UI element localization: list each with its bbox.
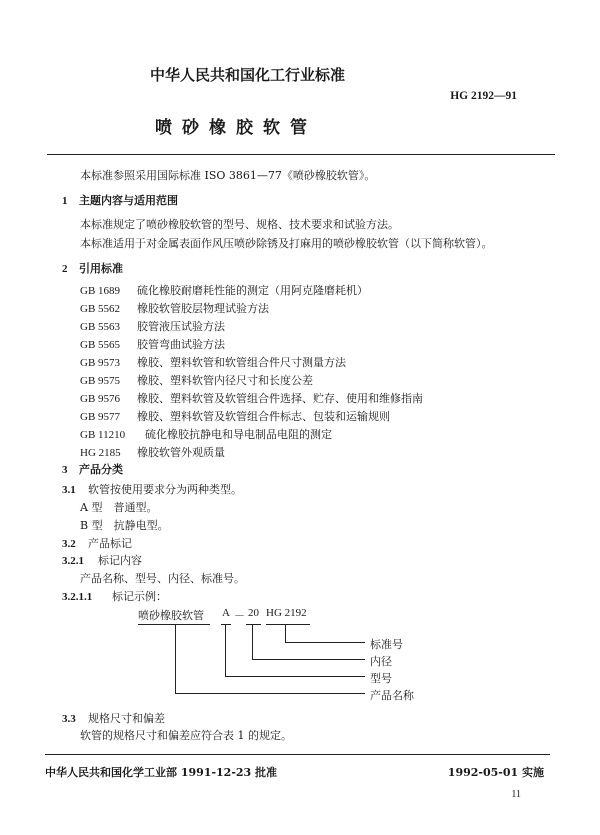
label-type: 型号 [370,672,392,685]
clause-3-1-text: 软管按使用要求分为两种类型。 [88,483,242,496]
section-2-heading [62,260,123,276]
leader-diameter-vertical [252,625,253,659]
clause-3-1 [62,481,242,497]
reference-item [80,444,225,460]
clause-3-2-1 [62,552,142,568]
section-1-number: 1 [62,195,68,207]
document-title: 喷砂橡胶软管 [155,118,317,138]
reference-title: 硫化橡胶抗静电和导电制品电阻的测定 [145,428,332,441]
standard-code: HG 2192—91 [450,90,517,102]
reference-title: 橡胶、塑料软管及软管组合件标志、包装和运输规则 [137,410,390,423]
example-standard: HG 2192 [266,607,307,619]
reference-title: 胶管液压试验方法 [137,320,225,333]
reference-code: GB 9576 [80,393,121,405]
label-standard-number: 标准号 [370,638,403,651]
approval-line: 中华人民共和国化学工业部 1991-12-23 批准 [45,766,278,779]
reference-code: GB 5565 [80,339,121,351]
clause-3-2-1-1 [62,588,167,604]
section-1-title: 主题内容与适用范围 [79,194,178,207]
reference-code: HG 2185 [80,447,121,459]
underline-diameter [246,624,261,625]
reference-title: 胶管弯曲试验方法 [137,338,225,351]
underline-name [138,624,210,625]
clause-3-1-number: 3.1 [62,484,76,496]
reference-item [80,282,368,298]
reference-code: GB 9575 [80,375,121,387]
clause-3-2-number: 3.2 [62,538,76,550]
standard-title: 中华人民共和国化工行业标准 [150,66,346,84]
clause-3-2-1-1-text: 标记示例： [112,590,167,603]
reference-title: 硫化橡胶耐磨耗性能的测定（用阿克隆磨耗机） [137,284,368,297]
reference-code: GB 1689 [80,285,121,297]
reference-item [80,354,346,370]
reference-title: 橡胶、塑料软管及软管组合件选择、贮存、使用和维修指南 [137,392,423,405]
footer-divider [45,754,550,755]
label-inner-diameter: 内径 [370,655,392,668]
reference-code: GB 5562 [80,303,121,315]
leader-type-vertical [225,625,226,676]
reference-title: 橡胶软管外观质量 [137,446,225,459]
clause-3-2-1-number: 3.2.1 [62,555,84,567]
reference-title: 橡胶软管胶层物理试验方法 [137,302,269,315]
clause-3-2-1-1-number: 3.2.1.1 [62,591,93,603]
section-1-para-2: 本标准适用于对金属表面作风压喷砂除锈及打麻用的喷砂橡胶软管（以下简称软管）。 [80,237,493,250]
section-3-number: 3 [62,464,68,476]
leader-standard-vertical [285,625,286,642]
example-diameter: 20 [248,607,259,619]
clause-3-3-para: 软管的规格尺寸和偏差应符合表 1 的规定。 [80,729,292,742]
reference-item [80,390,423,406]
header-divider [47,154,555,155]
reference-item [80,426,332,442]
effective-date: 1992-05-01 实施 [447,766,544,779]
reference-code: GB 9573 [80,357,121,369]
example-dash: － [234,609,245,622]
leader-diameter-horizontal [252,659,365,660]
section-1-para-1: 本标准规定了喷砂橡胶软管的型号、规格、技术要求和试验方法。 [80,218,399,231]
type-b-line: B 型 抗静电型。 [80,519,169,532]
reference-code: GB 9577 [80,411,121,423]
section-3-title: 产品分类 [79,463,123,476]
underline-standard [266,624,310,625]
label-product-name: 产品名称 [370,689,414,702]
reference-title: 橡胶、塑料软管内径尺寸和长度公差 [137,374,313,387]
reference-item [80,318,225,334]
example-product-name: 喷砂橡胶软管 [138,609,204,622]
leader-standard-horizontal [285,642,365,643]
clause-3-3 [62,710,165,726]
reference-code: GB 11210 [80,429,126,441]
section-2-title: 引用标准 [79,262,123,275]
reference-item [80,300,269,316]
type-a-line: A 型 普通型。 [80,501,158,514]
reference-item [80,336,225,352]
reference-title: 橡胶、塑料软管和软管组合件尺寸测量方法 [137,356,346,369]
clause-3-2 [62,535,132,551]
clause-3-2-text: 产品标记 [88,537,132,550]
example-type: A [222,607,230,619]
underline-type [221,624,231,625]
leader-type-horizontal [225,676,365,677]
clause-3-2-1-text: 标记内容 [98,554,142,567]
reference-item [80,372,313,388]
leader-name-vertical [175,625,176,693]
section-1-heading [62,192,178,208]
clause-3-3-text: 规格尺寸和偏差 [88,712,165,725]
page-number: 11 [511,789,521,800]
reference-item [80,408,390,424]
clause-3-2-1-para: 产品名称、型号、内径、标准号。 [80,572,245,585]
section-2-number: 2 [62,263,68,275]
intro-text: 本标准参照采用国际标准 ISO 3861—77《喷砂橡胶软管》。 [80,169,376,182]
clause-3-3-number: 3.3 [62,713,76,725]
section-3-heading [62,461,123,477]
reference-code: GB 5563 [80,321,121,333]
leader-name-horizontal [175,693,365,694]
